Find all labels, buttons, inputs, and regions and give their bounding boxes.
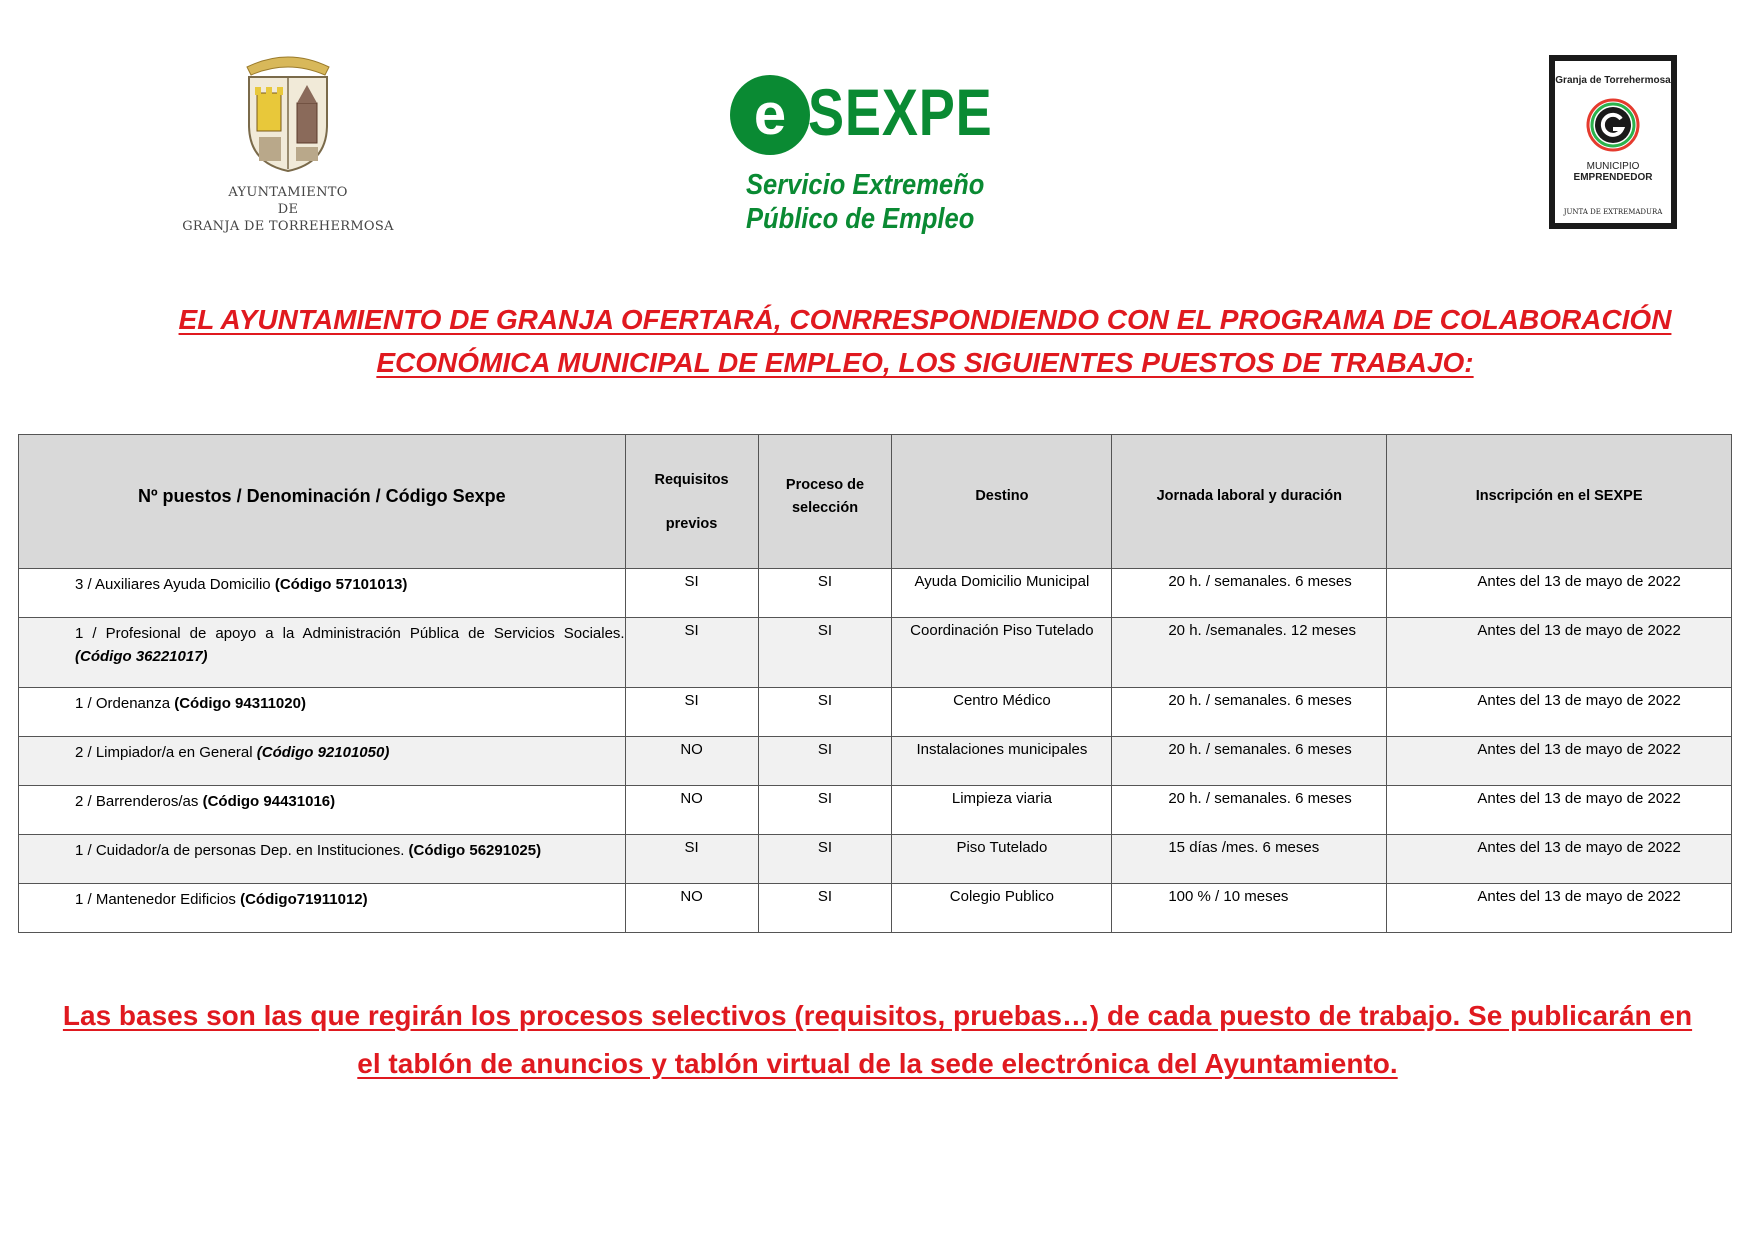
cell-proceso: SI	[758, 737, 892, 786]
cell-denominacion: 1 / Profesional de apoyo a la Administración Pública de Servicios Sociales. (Código 36221017)	[19, 618, 626, 688]
cell-jornada: 20 h. / semanales. 6 meses	[1112, 569, 1387, 618]
sexpe-subtitle-1: Servicio Extremeño	[746, 169, 985, 201]
cell-proceso: SI	[758, 835, 892, 884]
header-denominacion: Nº puestos / Denominación / Código Sexpe	[19, 435, 626, 569]
header-destino: Destino	[892, 435, 1112, 569]
cell-requisitos: SI	[625, 688, 758, 737]
table-row	[19, 688, 1732, 737]
cell-proceso: SI	[758, 569, 892, 618]
cell-inscripcion: Antes del 13 de mayo de 2022	[1387, 884, 1732, 933]
municipio-emprendedor-logo	[1549, 55, 1677, 229]
cell-jornada: 100 % / 10 meses	[1112, 884, 1387, 933]
emp-line1: MUNICIPIO	[1586, 161, 1640, 172]
header-jornada: Jornada laboral y duración	[1112, 435, 1387, 569]
cell-destino: Colegio Publico	[892, 884, 1112, 933]
table-header-row	[19, 435, 1732, 569]
cell-denominacion: 2 / Limpiador/a en General (Código 92101050)	[19, 737, 626, 786]
sexpe-e-icon	[728, 70, 812, 160]
cell-destino: Limpieza viaria	[892, 786, 1112, 835]
job-offers-table	[18, 434, 1732, 933]
table-row	[19, 835, 1732, 884]
g-circle-icon	[1586, 98, 1640, 152]
cell-denominacion: 1 / Ordenanza (Código 94311020)	[19, 688, 626, 737]
cell-inscripcion: Antes del 13 de mayo de 2022	[1387, 786, 1732, 835]
cell-requisitos: NO	[625, 884, 758, 933]
cell-proceso: SI	[758, 688, 892, 737]
cell-inscripcion: Antes del 13 de mayo de 2022	[1387, 618, 1732, 688]
cell-proceso: SI	[758, 884, 892, 933]
title-line1: EL AYUNTAMIENTO DE GRANJA OFERTARÁ, CONRRESPONDIENDO CON EL PROGRAMA DE COLABORACIÓN	[178, 304, 1672, 335]
header-proceso: Proceso de selección	[758, 435, 892, 569]
sexpe-name: SEXPE	[808, 75, 993, 149]
emp-line2: EMPRENDEDOR	[1573, 172, 1653, 183]
ayuntamiento-line1: AYUNTAMIENTO	[228, 185, 348, 200]
emp-bottom: JUNTA DE EXTREMADURA	[1563, 208, 1663, 216]
table-row	[19, 786, 1732, 835]
ayuntamiento-logo	[178, 45, 398, 235]
table-row	[19, 618, 1732, 688]
table-row	[19, 737, 1732, 786]
cell-jornada: 20 h. / semanales. 6 meses	[1112, 786, 1387, 835]
title-line2: ECONÓMICA MUNICIPAL DE EMPLEO, LOS SIGUIENTES PUESTOS DE TRABAJO:	[376, 347, 1474, 378]
cell-requisitos: NO	[625, 737, 758, 786]
cell-inscripcion: Antes del 13 de mayo de 2022	[1387, 737, 1732, 786]
cell-destino: Instalaciones municipales	[892, 737, 1112, 786]
cell-proceso: SI	[758, 618, 892, 688]
cell-requisitos: SI	[625, 618, 758, 688]
cell-destino: Ayuda Domicilio Municipal	[892, 569, 1112, 618]
sexpe-letter: e	[753, 82, 787, 147]
cell-denominacion: 1 / Cuidador/a de personas Dep. en Instituciones. (Código 56291025)	[19, 835, 626, 884]
cell-denominacion: 1 / Mantenedor Edificios (Código71911012)	[19, 884, 626, 933]
cell-requisitos: SI	[625, 569, 758, 618]
cell-jornada: 20 h. / semanales. 6 meses	[1112, 737, 1387, 786]
coat-of-arms-icon	[233, 45, 343, 175]
header-inscripcion: Inscripción en el SEXPE	[1387, 435, 1732, 569]
cell-proceso: SI	[758, 786, 892, 835]
cell-destino: Centro Médico	[892, 688, 1112, 737]
cell-jornada: 15 días /mes. 6 meses	[1112, 835, 1387, 884]
cell-destino: Piso Tutelado	[892, 835, 1112, 884]
header-requisitos: Requisitos previos	[625, 435, 758, 569]
footer-line1: Las bases son las que regirán los procesos selectivos (requisitos, pruebas…) de cada puesto de trabajo. Se publicarán en	[62, 1000, 1693, 1031]
table-row	[19, 884, 1732, 933]
ayuntamiento-line3: GRANJA DE TORREHERMOSA	[182, 219, 394, 234]
sexpe-subtitle-2: Público de Empleo	[746, 203, 975, 235]
cell-inscripcion: Antes del 13 de mayo de 2022	[1387, 688, 1732, 737]
cell-inscripcion: Antes del 13 de mayo de 2022	[1387, 835, 1732, 884]
cell-jornada: 20 h. / semanales. 6 meses	[1112, 688, 1387, 737]
ayuntamiento-line2: DE	[277, 202, 299, 217]
sexpe-logo	[728, 70, 993, 245]
cell-denominacion: 2 / Barrenderos/as (Código 94431016)	[19, 786, 626, 835]
page-title	[150, 298, 1700, 384]
footer-line2: el tablón de anuncios y tablón virtual de la sede electrónica del Ayuntamiento.	[357, 1048, 1398, 1079]
footer-note	[30, 992, 1725, 1088]
cell-jornada: 20 h. /semanales. 12 meses	[1112, 618, 1387, 688]
cell-inscripcion: Antes del 13 de mayo de 2022	[1387, 569, 1732, 618]
cell-destino: Coordinación Piso Tutelado	[892, 618, 1112, 688]
emp-top-text: Granja de Torrehermosa	[1555, 75, 1671, 86]
cell-requisitos: SI	[625, 835, 758, 884]
cell-requisitos: NO	[625, 786, 758, 835]
cell-denominacion: 3 / Auxiliares Ayuda Domicilio (Código 57101013)	[19, 569, 626, 618]
table-row	[19, 569, 1732, 618]
